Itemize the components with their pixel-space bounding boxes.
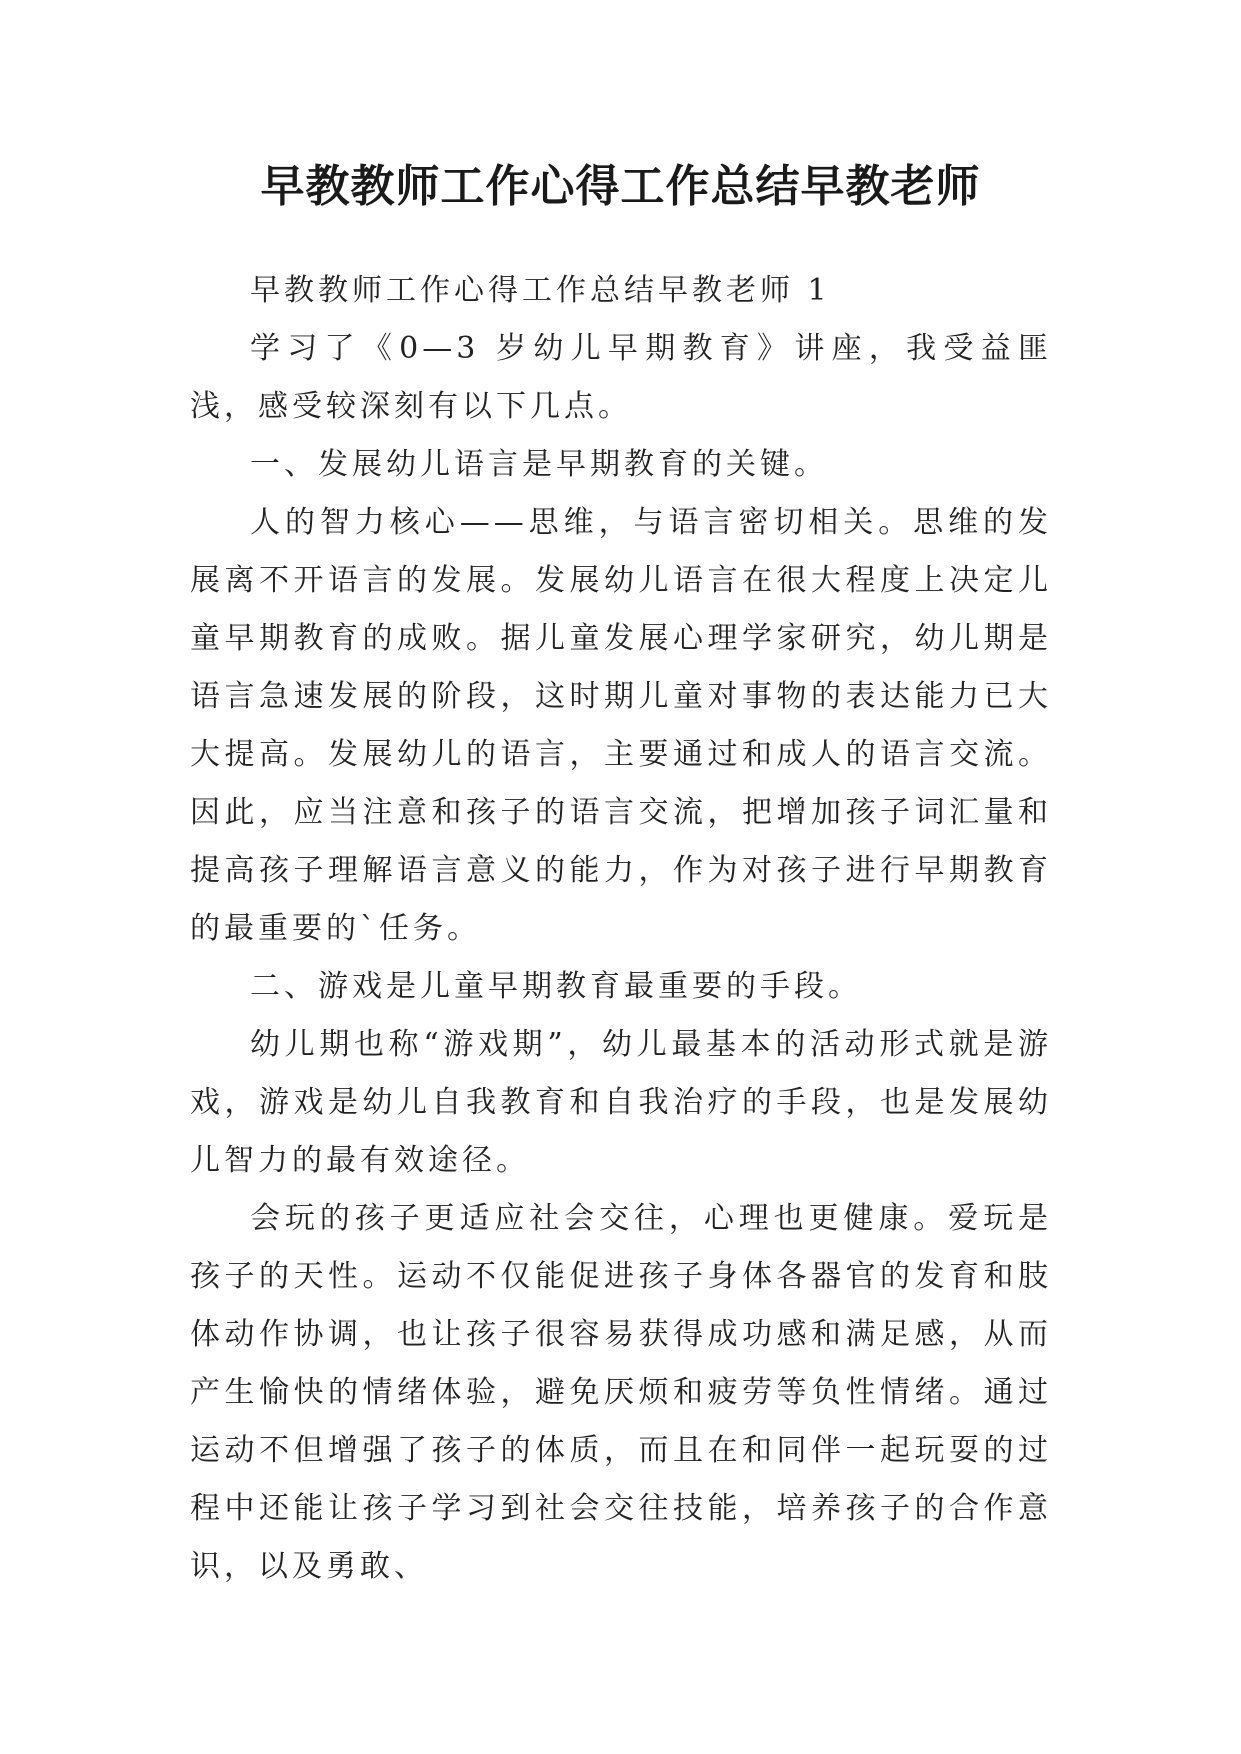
point-two-paragraph: 幼儿期也称“游戏期”，幼儿最基本的活动形式就是游戏，游戏是幼儿自我教育和自我治疗的手段，也是发展幼儿智力的最有效途径。 <box>190 1027 1052 1178</box>
document-title: 早教教师工作心得工作总结早教老师 <box>260 161 981 212</box>
play-paragraph: 会玩的孩子更适应社会交往，心理也更健康。爱玩是孩子的天性。运动不仅能促进孩子身体各器官的发育和肢体动作协调，也让孩子很容易获得成功感和满足感，从而产生愉快的情绪体验，避免厌烦和疲劳等负性情绪。通过运动不但增强了孩子的体质，而且在和同伴一起玩耍的过程中还能让孩子学习到社会交往技能，培养孩子的合作意识，以及勇敢、 <box>190 1201 1052 1584</box>
point-one-paragraph: 人的智力核心——思维，与语言密切相关。思维的发展离不开语言的发展。发展幼儿语言在很大程度上决定儿童早期教育的成败。据儿童发展心理学家研究，幼儿期是语言急速发展的阶段，这时期儿童对事物的表达能力已大大提高。发展幼儿的语言，主要通过和成人的语言交流。因此，应当注意和孩子的语言交流，把增加孩子词汇量和提高孩子理解语言意义的能力，作为对孩子进行早期教育的最重要的`任务。 <box>190 505 1052 946</box>
point-two-heading: 二、游戏是儿童早期教育最重要的手段。 <box>250 969 862 1004</box>
section-heading-paragraph: 早教教师工作心得工作总结早教老师 1 <box>250 273 831 308</box>
document-body <box>190 262 1052 1596</box>
point-one-heading: 一、发展幼儿语言是早期教育的关键。 <box>250 447 828 482</box>
intro-paragraph: 学习了《0—3 岁幼儿早期教育》讲座，我受益匪浅，感受较深刻有以下几点。 <box>190 331 1052 424</box>
